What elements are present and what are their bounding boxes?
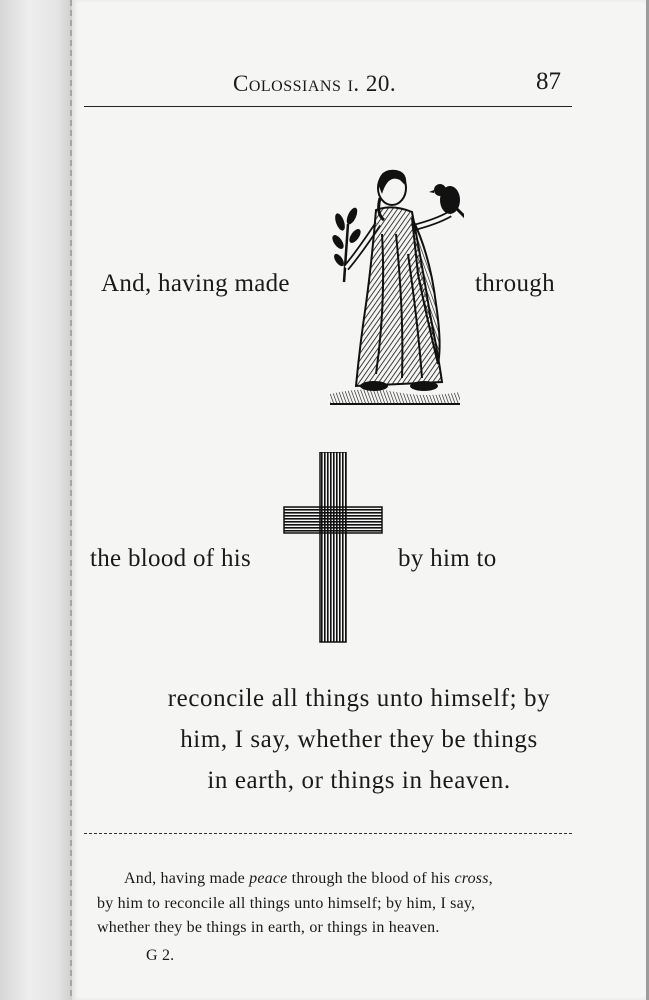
verse-line-3: in earth, or things in heaven. [207,767,511,794]
footnote-line-2: by him to reconcile all things unto himself; by him, I say, [97,895,476,912]
rebus-line1-right: through [475,270,555,297]
footnote-line-3: whether they be things in earth, or things in heaven. [97,919,440,936]
rebus-line2-right: by him to [398,545,497,572]
cross-icon [282,452,384,646]
rebus-line2-left: the blood of his [90,545,252,572]
header-rule [84,106,572,107]
verse-line-1: reconcile all things unto himself; by [167,685,551,712]
footnote-line-1 [124,870,493,888]
signature-mark: G 2. [146,947,175,964]
running-header-title: Colossians i. 20. [233,71,397,96]
rebus-line1-left: And, having made [101,270,290,297]
footnote-line-1-b: through the blood of his [287,870,451,887]
verse-text-block [72,685,646,808]
verse-line-2: him, I say, whether they be things [180,726,538,753]
woman-holding-olive-branch-and-dove-icon [326,164,464,408]
footnote-word-peace: peace [249,870,288,887]
book-gutter [0,0,72,1000]
footnote-rule [84,833,572,834]
footnote-line-1-a: And, having made [124,870,245,887]
page-number: 87 [536,68,561,95]
footnote-word-cross: cross, [454,870,493,887]
